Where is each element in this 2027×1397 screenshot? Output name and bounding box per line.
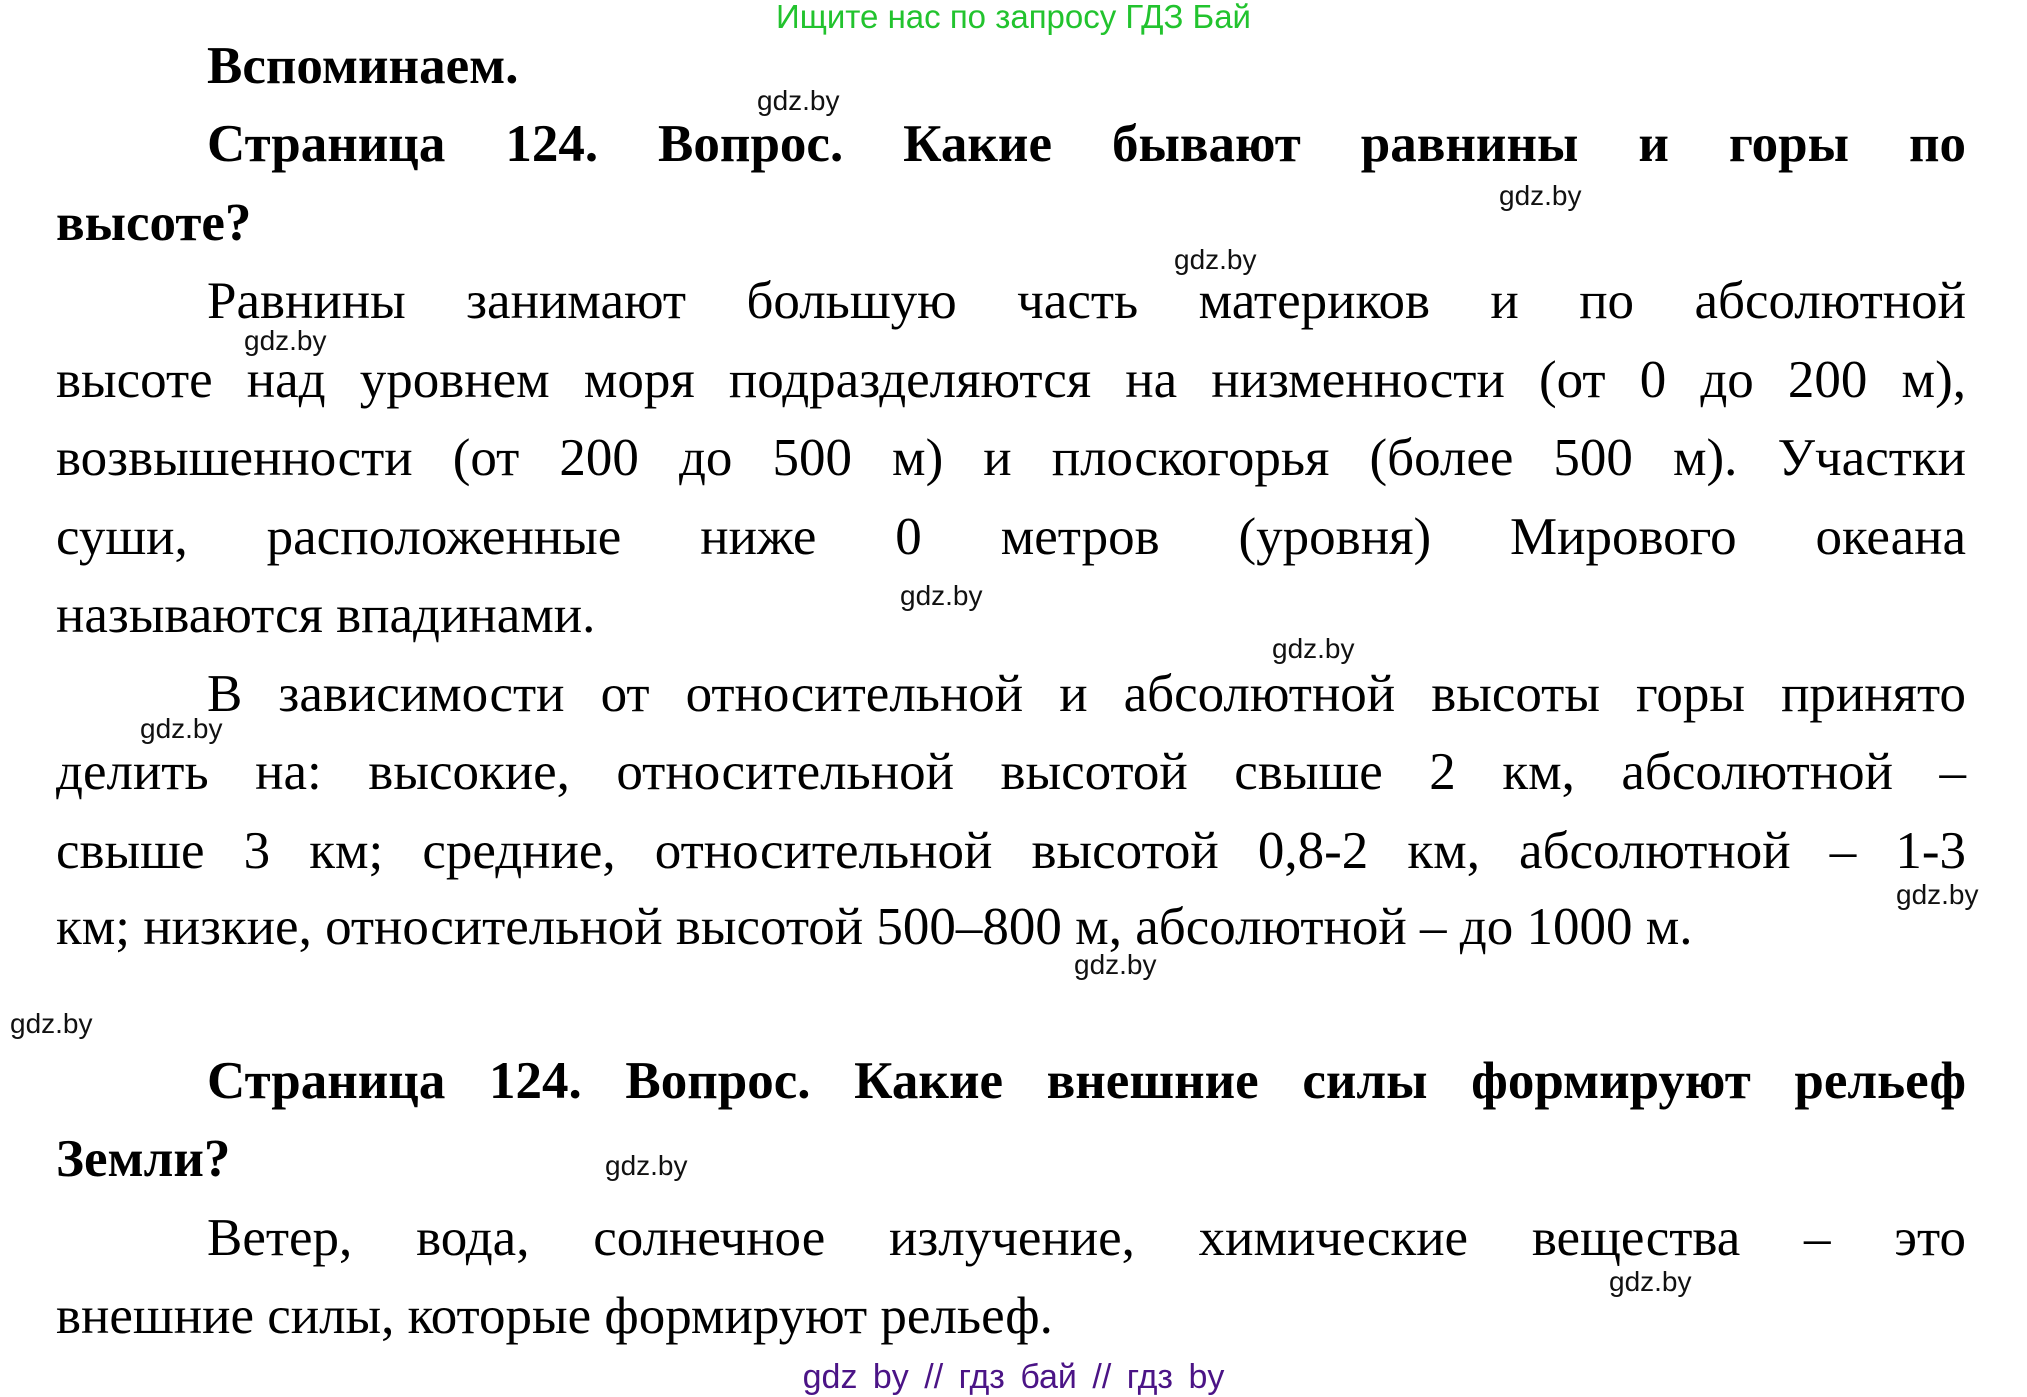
- question-1-line-1: Страница 124. Вопрос. Какие бывают равнины и горы по: [207, 115, 1966, 173]
- answer-1-para-1-line-4: суши, расположенные ниже 0 метров (уровня) Мирового океана: [56, 508, 1966, 566]
- watermark: gdz.by: [900, 580, 983, 611]
- answer-1-para-2-line-1: В зависимости от относительной и абсолютной высоты горы принято: [207, 665, 1966, 723]
- watermark: gdz.by: [1074, 949, 1157, 980]
- question-2-line-2: Земли?: [56, 1130, 231, 1188]
- answer-2-line-2: внешние силы, которые формируют рельеф.: [56, 1287, 1053, 1345]
- watermark: gdz.by: [605, 1150, 688, 1181]
- watermark: gdz.by: [1896, 879, 1979, 910]
- answer-2-line-1: Ветер, вода, солнечное излучение, химические вещества – это: [207, 1209, 1966, 1267]
- watermark: gdz.by: [757, 85, 840, 116]
- answer-1-para-1-line-3: возвышенности (от 200 до 500 м) и плоскогорья (более 500 м). Участки: [56, 429, 1966, 487]
- watermark: gdz.by: [140, 713, 223, 744]
- watermark: gdz.by: [1272, 633, 1355, 664]
- answer-1-para-2-line-4: км; низкие, относительной высотой 500–800 м, абсолютной – до 1000 м.: [56, 898, 1693, 956]
- question-2-line-1: Страница 124. Вопрос. Какие внешние силы формируют рельеф: [207, 1052, 1966, 1110]
- watermark: gdz.by: [244, 325, 327, 356]
- answer-1-para-2-line-3: свыше 3 км; средние, относительной высотой 0,8-2 км, абсолютной – 1-3: [56, 822, 1966, 880]
- watermark: gdz.by: [1499, 180, 1582, 211]
- search-hint-banner: Ищите нас по запросу ГДЗ Бай: [776, 0, 1251, 35]
- section-title: Вспоминаем.: [207, 37, 519, 95]
- watermark: gdz.by: [1174, 244, 1257, 275]
- footer-site-links: gdz by // гдз бай // гдз by: [802, 1358, 1225, 1396]
- question-1-line-2: высоте?: [56, 194, 252, 252]
- answer-1-para-1-line-2: высоте над уровнем моря подразделяются на низменности (от 0 до 200 м),: [56, 351, 1966, 409]
- answer-1-para-1-line-5: называются впадинами.: [56, 586, 596, 644]
- watermark: gdz.by: [10, 1008, 93, 1039]
- answer-1-para-2-line-2: делить на: высокие, относительной высотой свыше 2 км, абсолютной –: [56, 743, 1966, 801]
- answer-1-para-1-line-1: Равнины занимают большую часть материков и по абсолютной: [207, 272, 1966, 330]
- watermark: gdz.by: [1609, 1266, 1692, 1297]
